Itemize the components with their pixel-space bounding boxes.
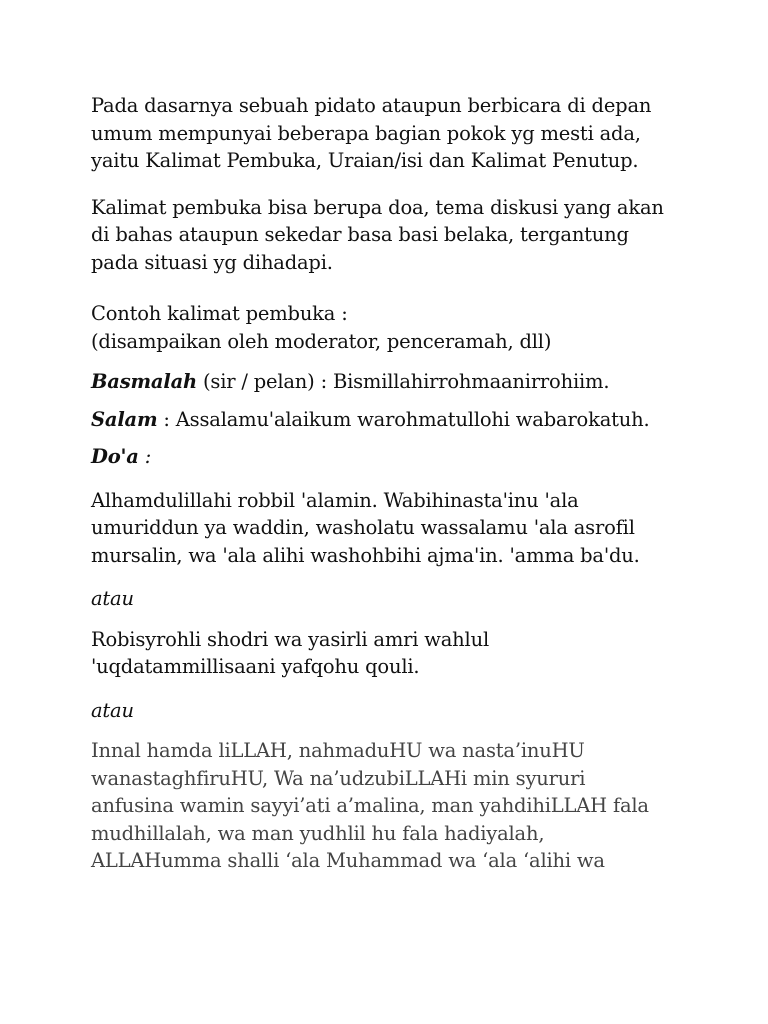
text-line: mudhillalah, wa man yudhlil hu fala hadiyalah,: [91, 821, 545, 845]
salam-paragraph: [91, 406, 691, 434]
text-line: ALLAHumma shalli ‘ala Muhammad wa ‘ala ‘alihi wa: [91, 849, 605, 872]
document-page: [91, 92, 691, 875]
text-line: Robisyrohli shodri wa yasirli amri wahlul: [91, 627, 489, 651]
doa-text-2-paragraph: [91, 626, 691, 681]
example-heading-paragraph: [91, 300, 691, 355]
text-line: pada situasi yg dihadapi.: [91, 250, 333, 274]
text-line: Innal hamda liLLAH, nahmaduHU wa nasta’inuHU: [91, 739, 585, 762]
opening-description-paragraph: [91, 194, 691, 277]
text-line: anfusina wamin sayyi’ati a’malina, man yahdihiLLAH fala: [91, 794, 649, 817]
text-line: (disampaikan oleh moderator, penceramah, dll): [91, 329, 552, 353]
text-line: [91, 368, 691, 396]
basmalah-label: Basmalah: [91, 370, 197, 393]
salam-text: : Assalamu'alaikum warohmatullohi wabarokatuh.: [157, 407, 650, 431]
text-line: [91, 443, 691, 471]
basmalah-text: (sir / pelan) : Bismillahirrohmaanirrohiim.: [196, 370, 610, 393]
text-line: Contoh kalimat pembuka :: [91, 302, 348, 325]
text-line: mursalin, wa 'ala alihi washohbihi ajma'in. 'amma ba'du.: [91, 543, 640, 567]
doa-label: Do'a: [91, 445, 139, 468]
text-line: yaitu Kalimat Pembuka, Uraian/isi dan Kalimat Penutup.: [91, 149, 639, 172]
basmalah-paragraph: [91, 368, 691, 396]
text-line: [91, 406, 691, 434]
text-line: Alhamdulillahi robbil 'alamin. Wabihinasta'inu 'ala: [91, 488, 579, 512]
text-line: umuriddun ya waddin, washolatu wassalamu 'ala asrofil: [91, 516, 635, 539]
text-line: Kalimat pembuka bisa berupa doa, tema diskusi yang akan: [91, 195, 664, 219]
atau-1-paragraph: [91, 585, 691, 613]
text-line: atau: [91, 587, 134, 610]
text-line: wanastaghfiruHU, Wa na’udzubiLLAHi min syururi: [91, 766, 586, 790]
text-line: Pada dasarnya sebuah pidato ataupun berbicara di depan: [91, 94, 652, 117]
doa-text-3-paragraph: [91, 737, 691, 875]
salam-label: Salam: [91, 407, 158, 431]
doa-text-1-paragraph: [91, 487, 691, 570]
text-line: atau: [91, 698, 134, 722]
atau-2-paragraph: [91, 697, 691, 725]
text-line: di bahas ataupun sekedar basa basi belaka, tergantung: [91, 223, 629, 246]
text-line: umum mempunyai beberapa bagian pokok yg mesti ada,: [91, 121, 641, 145]
doa-colon: :: [138, 445, 152, 468]
doa-heading-paragraph: [91, 443, 691, 471]
text-line: 'uqdatammillisaani yafqohu qouli.: [91, 655, 420, 678]
intro-paragraph: [91, 92, 691, 175]
